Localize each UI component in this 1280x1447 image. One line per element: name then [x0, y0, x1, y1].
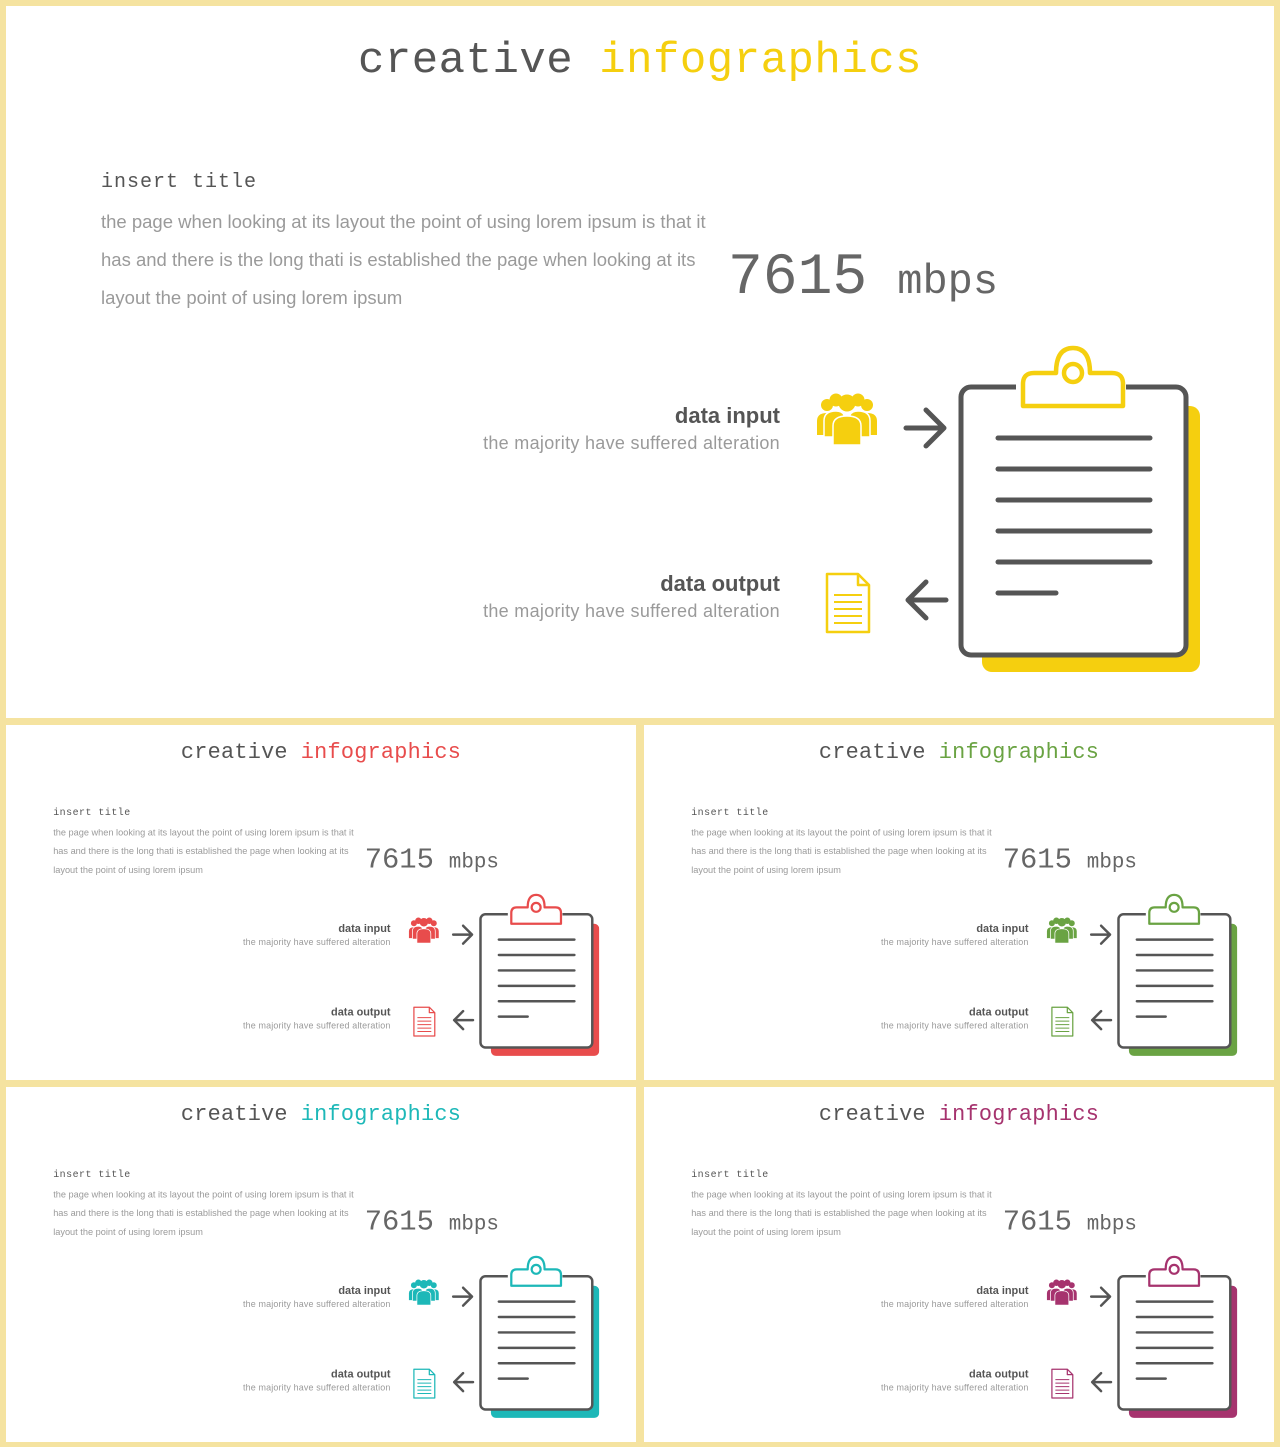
data-input-label	[243, 922, 391, 949]
stat-number: 7615	[1002, 844, 1072, 877]
people-icon	[814, 391, 880, 447]
slide-content	[6, 6, 1274, 716]
stat-value	[365, 1206, 499, 1238]
people-icon	[1045, 916, 1078, 944]
title-accent: infographics	[300, 1101, 462, 1127]
title-main: creative	[180, 739, 288, 765]
title-accent: infographics	[938, 739, 1100, 765]
slide-content	[644, 1087, 1274, 1440]
data-output-heading: data output	[331, 1005, 391, 1019]
document-icon	[1050, 1368, 1074, 1400]
data-input-label	[881, 922, 1029, 949]
insert-title: insert title	[53, 806, 131, 819]
body-text: the page when looking at its layout the point of using lorem ipsum is that it has and there is the long thati is established the page when looking at its layout the point of using lorem ipsum	[53, 826, 354, 876]
stat-value	[728, 246, 998, 311]
arrow-left-icon	[902, 578, 950, 622]
data-input-label	[881, 1284, 1029, 1311]
slide-title	[644, 740, 1274, 765]
insert-title: insert title	[691, 806, 769, 819]
data-input-subtext: the majority have suffered alteration	[243, 1299, 391, 1310]
arrow-right-icon	[451, 1286, 475, 1308]
data-output-heading: data output	[660, 571, 780, 596]
data-input-heading: data input	[976, 1284, 1029, 1297]
clipboard-icon	[1113, 891, 1237, 1060]
data-output-label	[243, 1367, 391, 1394]
stat-unit: mbps	[897, 258, 999, 306]
arrow-right-icon	[902, 406, 950, 450]
body-text: the page when looking at its layout the point of using lorem ipsum is that it has and there is the long thati is established the page when looking at its layout the point of using lorem ipsum	[691, 1188, 992, 1238]
data-input-heading: data input	[976, 922, 1029, 935]
title-main: creative	[818, 1101, 926, 1127]
arrow-left-icon	[1089, 1009, 1113, 1031]
people-icon	[407, 916, 440, 944]
title-main: creative	[180, 1101, 288, 1127]
data-input-subtext: the majority have suffered alteration	[243, 937, 391, 948]
title-accent: infographics	[300, 739, 462, 765]
stat-number: 7615	[728, 246, 868, 311]
document-icon	[412, 1368, 436, 1400]
data-output-subtext: the majority have suffered alteration	[483, 601, 780, 621]
arrow-right-icon	[1089, 1286, 1113, 1308]
title-main: creative	[357, 36, 574, 86]
data-input-label	[243, 1284, 391, 1311]
title-main: creative	[818, 739, 926, 765]
slide-2	[6, 725, 636, 1080]
stat-number: 7615	[364, 1206, 434, 1239]
clipboard-icon	[475, 891, 599, 1060]
body-text: the page when looking at its layout the point of using lorem ipsum is that it has and there is the long thati is established the page when looking at its layout the point of using lorem ipsum	[691, 826, 992, 876]
data-input-heading: data input	[338, 1284, 391, 1297]
stat-value	[365, 844, 499, 876]
slide-1	[6, 6, 1274, 718]
document-icon	[1050, 1006, 1074, 1038]
data-input-heading: data input	[674, 403, 780, 428]
data-input-heading: data input	[338, 922, 391, 935]
slide-3	[644, 725, 1274, 1080]
data-input-subtext: the majority have suffered alteration	[483, 433, 780, 453]
data-output-subtext: the majority have suffered alteration	[881, 1382, 1029, 1393]
clipboard-icon	[475, 1253, 599, 1422]
clipboard-icon	[1113, 1253, 1237, 1422]
slide-title	[6, 1102, 636, 1127]
data-input-subtext: the majority have suffered alteration	[881, 937, 1029, 948]
body-text: the page when looking at its layout the point of using lorem ipsum is that it has and there is the long thati is established the page when looking at its layout the point of using lorem ipsum	[53, 1188, 354, 1238]
insert-title: insert title	[53, 1168, 131, 1181]
stat-number: 7615	[1002, 1206, 1072, 1239]
data-output-heading: data output	[331, 1367, 391, 1381]
body-text: the page when looking at its layout the point of using lorem ipsum is that it has and there is the long thati is established the page when looking at its layout the point of using lorem ipsum	[101, 211, 706, 308]
slide-title	[644, 1102, 1274, 1127]
data-output-label	[243, 1005, 391, 1032]
data-output-subtext: the majority have suffered alteration	[243, 1382, 391, 1393]
stat-unit: mbps	[448, 850, 499, 875]
slide-5	[644, 1087, 1274, 1442]
document-icon	[824, 571, 872, 635]
stat-unit: mbps	[1086, 1212, 1137, 1237]
data-output-label	[881, 1005, 1029, 1032]
title-accent: infographics	[599, 36, 923, 86]
insert-title: insert title	[101, 171, 258, 194]
data-output-subtext: the majority have suffered alteration	[881, 1020, 1029, 1031]
document-icon	[412, 1006, 436, 1038]
arrow-left-icon	[451, 1009, 475, 1031]
stat-value	[1003, 1206, 1137, 1238]
slide-title	[6, 36, 1274, 86]
data-output-subtext: the majority have suffered alteration	[243, 1020, 391, 1031]
slide-title	[6, 740, 636, 765]
slide-content	[6, 725, 636, 1078]
arrow-right-icon	[451, 924, 475, 946]
data-output-label	[881, 1367, 1029, 1394]
slide-content	[644, 725, 1274, 1078]
stat-value	[1003, 844, 1137, 876]
slide-4	[6, 1087, 636, 1442]
arrow-right-icon	[1089, 924, 1113, 946]
arrow-left-icon	[1089, 1371, 1113, 1393]
data-input-subtext: the majority have suffered alteration	[881, 1299, 1029, 1310]
data-output-heading: data output	[969, 1367, 1029, 1381]
title-accent: infographics	[938, 1101, 1100, 1127]
arrow-left-icon	[451, 1371, 475, 1393]
slide-content	[6, 1087, 636, 1440]
data-input-label	[483, 402, 780, 456]
people-icon	[407, 1278, 440, 1306]
stat-number: 7615	[364, 844, 434, 877]
people-icon	[1045, 1278, 1078, 1306]
data-output-label	[483, 570, 780, 624]
clipboard-icon	[950, 340, 1200, 680]
data-output-heading: data output	[969, 1005, 1029, 1019]
insert-title: insert title	[691, 1168, 769, 1181]
stat-unit: mbps	[448, 1212, 499, 1237]
stat-unit: mbps	[1086, 850, 1137, 875]
